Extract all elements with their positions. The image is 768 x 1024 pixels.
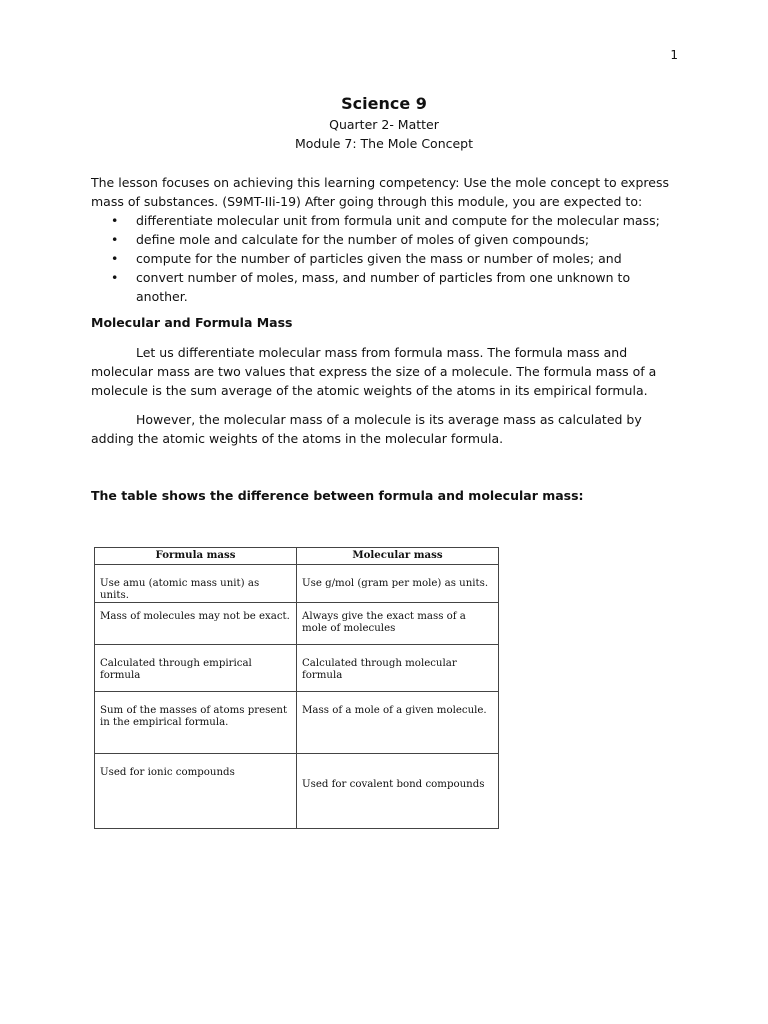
objective-text: compute for the number of particles given the mass or number of moles; and [136, 251, 622, 266]
table-row [95, 692, 499, 754]
body-paragraph: Let us differentiate molecular mass from formula mass. The formula mass and molecular mass are two values that express the size of a molecule. The formula mass of a molecule is the sum average of the atomic weights of the atoms in its empirical formula. [91, 345, 657, 398]
section-heading: Molecular and Formula Mass [91, 315, 293, 330]
quarter-subtitle: Quarter 2- Matter [329, 117, 439, 132]
table-heading: The table shows the difference between formula and molecular mass: [91, 488, 584, 503]
body-paragraph: However, the molecular mass of a molecule is its average mass as calculated by adding the atomic weights of the atoms in the molecular formula. [91, 412, 642, 446]
table-row [95, 645, 499, 692]
objective-item [91, 211, 681, 230]
objective-item [91, 249, 681, 268]
table-cell: Used for ionic compounds [95, 754, 297, 829]
table-row [95, 603, 499, 645]
bullet-icon: • [111, 251, 119, 266]
objective-item [91, 230, 681, 249]
table-cell: Mass of molecules may not be exact. [95, 603, 297, 645]
header-molecular-mass: Molecular mass [297, 548, 499, 565]
table-row [95, 565, 499, 603]
header-formula-mass: Formula mass [95, 548, 297, 565]
bullet-icon: • [111, 213, 119, 228]
table-cell: Use g/mol (gram per mole) as units. [297, 565, 499, 603]
comparison-table [94, 547, 499, 829]
table-cell: Used for covalent bond compounds [297, 754, 499, 829]
intro-paragraph: The lesson focuses on achieving this learning competency: Use the mole concept to express mass of substances. (S9MT-IIi-19) After going through this module, you are expected to: [91, 175, 669, 209]
table-cell: Always give the exact mass of a mole of molecules [297, 603, 499, 645]
objective-text: differentiate molecular unit from formula unit and compute for the molecular mass; [136, 213, 660, 228]
table-cell: Sum of the masses of atoms present in the empirical formula. [95, 692, 297, 754]
objective-text: convert number of moles, mass, and number of particles from one unknown to another. [136, 270, 631, 304]
table-cell: Mass of a mole of a given molecule. [297, 692, 499, 754]
table-cell: Calculated through empirical formula [95, 645, 297, 692]
objectives-list [91, 211, 681, 306]
bullet-icon: • [111, 270, 119, 285]
table-cell: Calculated through molecular formula [297, 645, 499, 692]
objective-item [91, 268, 681, 306]
bullet-icon: • [111, 232, 119, 247]
module-subtitle: Module 7: The Mole Concept [294, 136, 474, 151]
table-row [95, 754, 499, 829]
table-cell: Use amu (atomic mass unit) as units. [95, 565, 297, 603]
objective-text: define mole and calculate for the number of moles of given compounds; [136, 232, 590, 247]
page-number: 1 [670, 48, 678, 62]
table-header-row [95, 548, 499, 565]
document-title: Science 9 [341, 94, 427, 113]
